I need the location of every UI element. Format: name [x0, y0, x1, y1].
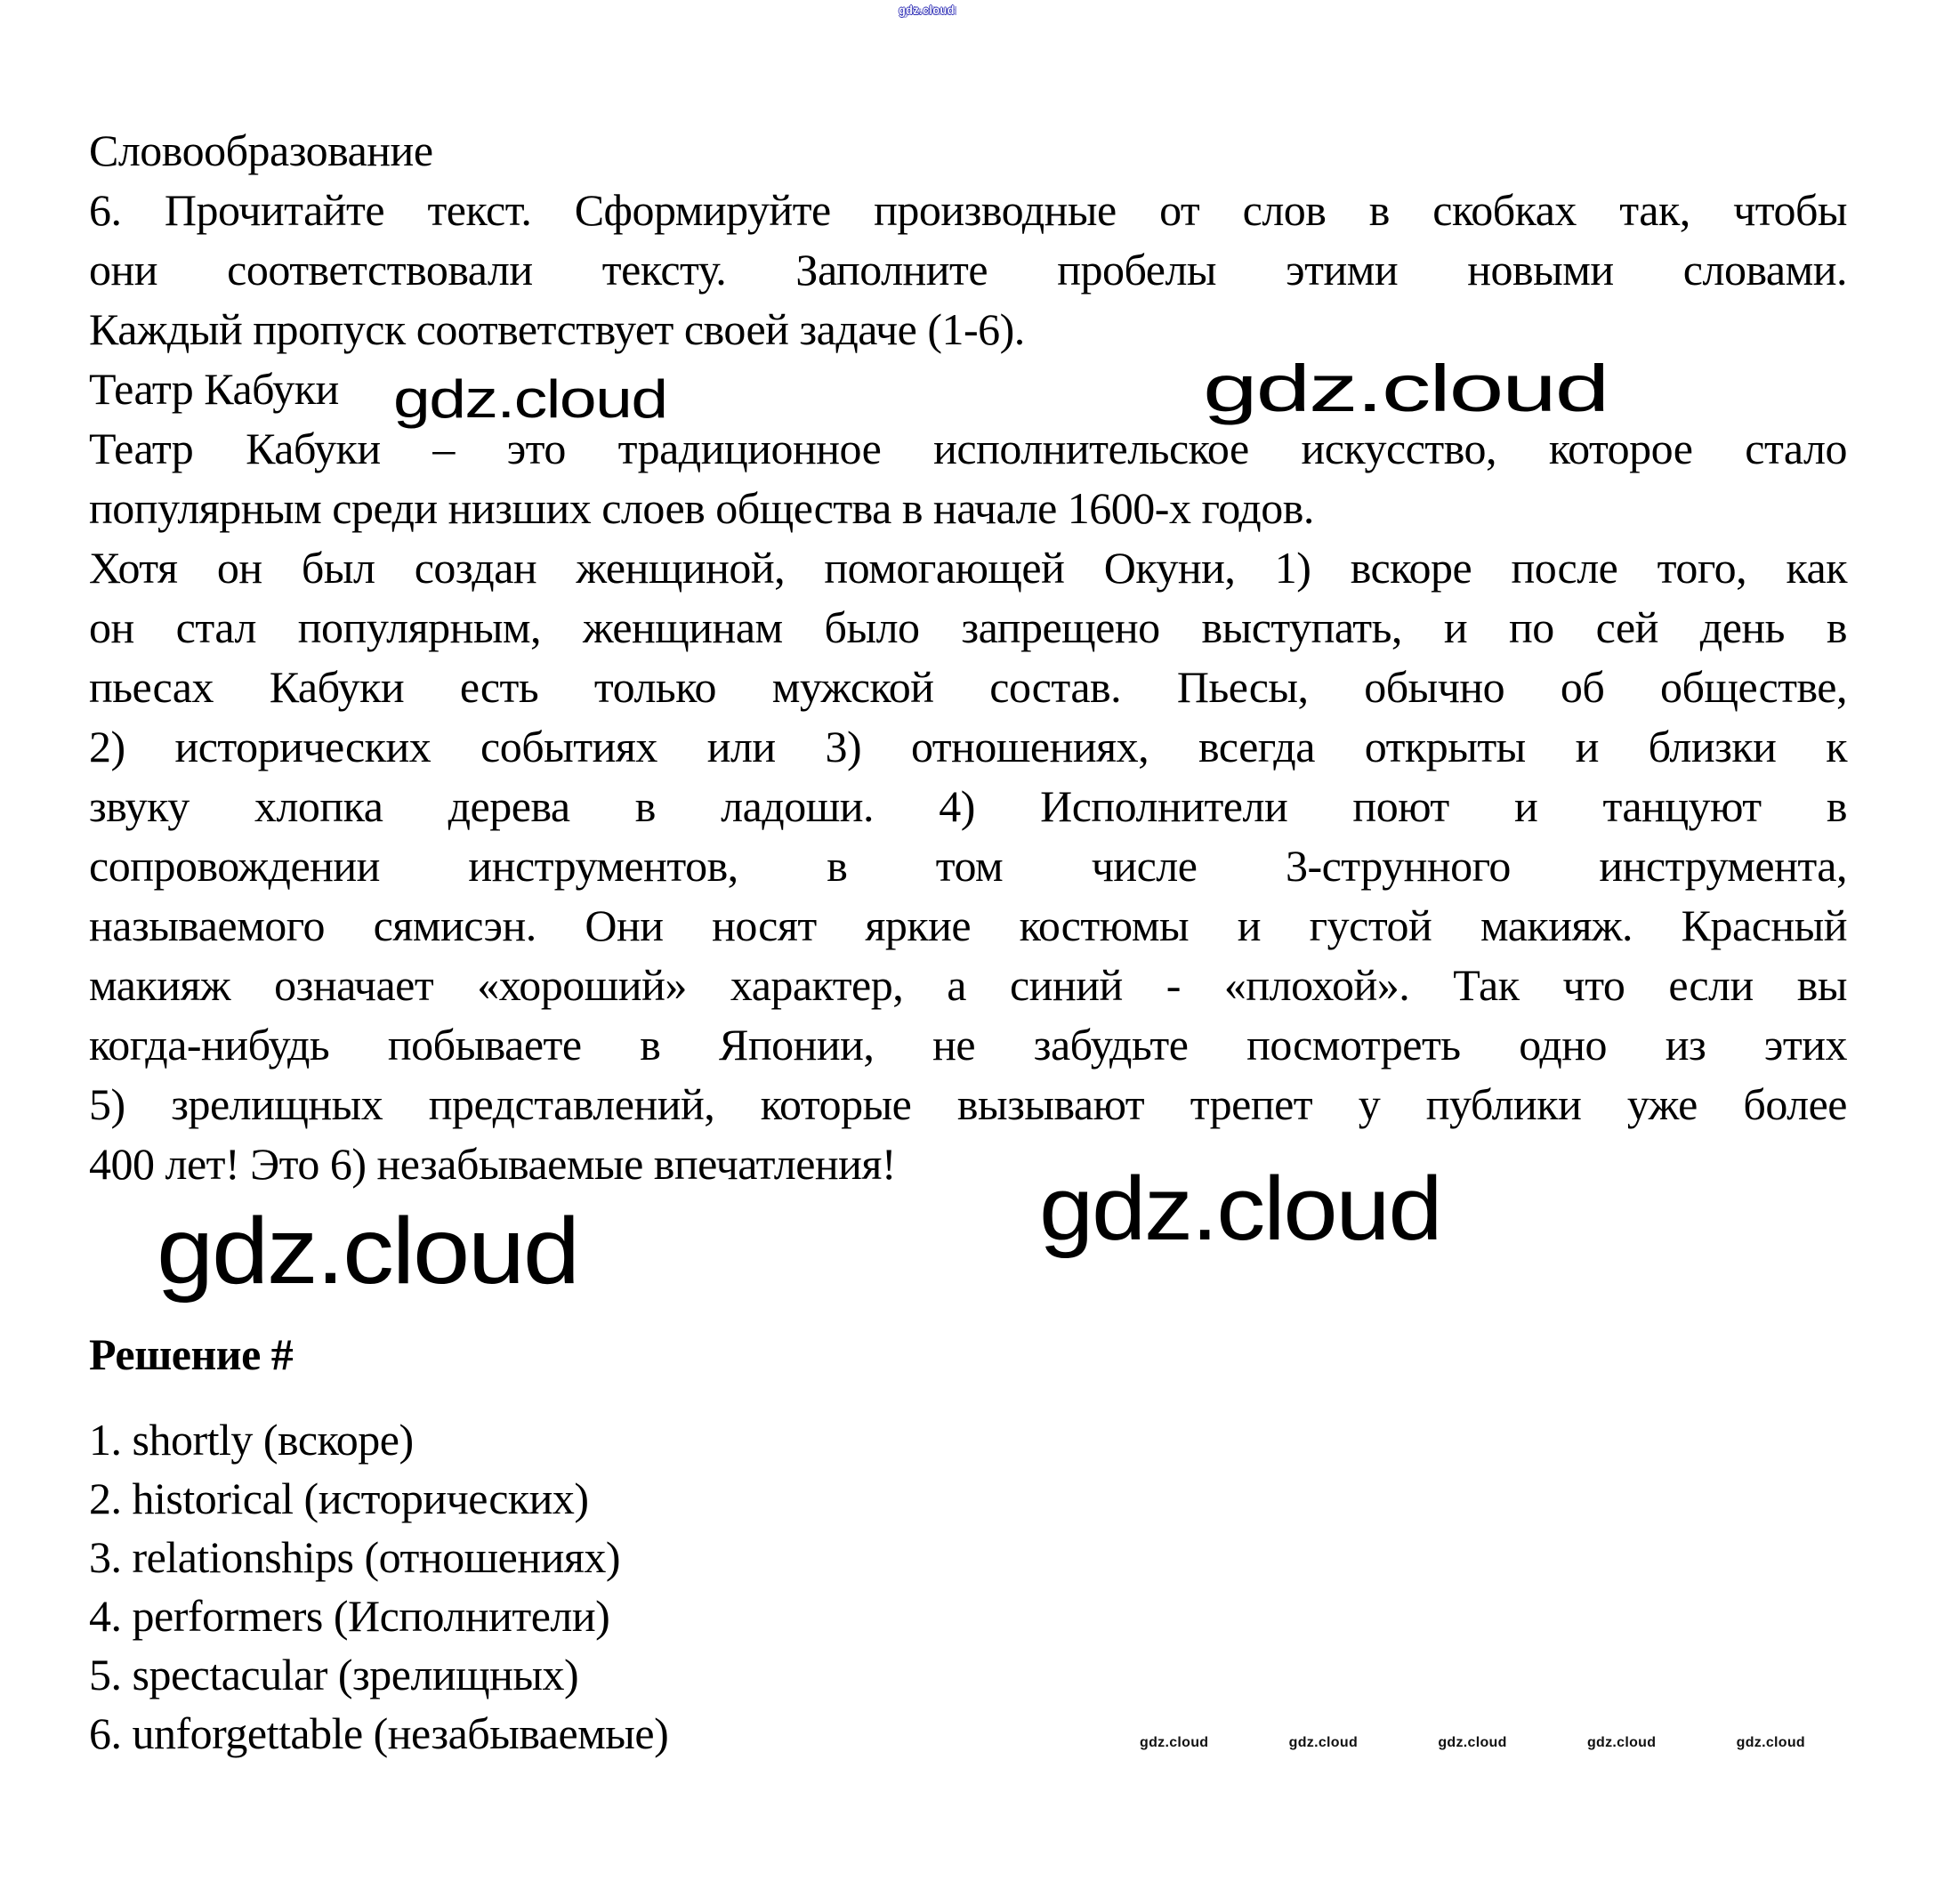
solution-heading: Решение #: [89, 1329, 294, 1379]
watermark-gdz-large-2: gdz.cloud: [1203, 351, 1609, 425]
solution-item: 3. relationships (отношениях): [89, 1532, 620, 1582]
exercise-text-line: Театр Кабуки: [89, 364, 339, 414]
solution-item: 5. spectacular (зрелищных): [89, 1650, 579, 1699]
exercise-text-line: макияж означает «хороший» характер, а синий - «плохой». Так что если вы: [89, 960, 1847, 1010]
exercise-text-line: 5) зрелищных представлений, которые вызывают трепет у публики уже более: [89, 1079, 1847, 1129]
exercise-text-line: они соответствовали тексту. Заполните пробелы этими новыми словами.: [89, 245, 1847, 295]
exercise-text-line: популярным среди низших слоев общества в начале 1600-х годов.: [89, 483, 1314, 533]
watermark-gdz-top: gdz.cloud: [899, 3, 955, 17]
exercise-text-line: Каждый пропуск соответствует своей задаче (1-6).: [89, 304, 1025, 354]
solution-list: [89, 1410, 1847, 1763]
exercise-text-line: Хотя он был создан женщиной, помогающей Окуни, 1) вскоре после того, как: [89, 543, 1847, 593]
exercise-text-line: сопровождении инструментов, в том числе 3-струнного инструмента,: [89, 841, 1847, 891]
exercise-text-line: звуку хлопка дерева в ладоши. 4) Исполнители поют и танцуют в: [89, 781, 1847, 831]
watermark-gdz-large-4: gdz.cloud: [1039, 1159, 1441, 1259]
exercise-text-block: [89, 121, 1847, 1194]
watermark-gdz-small: gdz.cloud: [1438, 1735, 1507, 1750]
exercise-text-line: называемого сямисэн. Они носят яркие костюмы и густой макияж. Красный: [89, 900, 1847, 950]
solution-item: 4. performers (Исполнители): [89, 1591, 610, 1641]
exercise-text-line: 400 лет! Это 6) незабываемые впечатления!: [89, 1139, 897, 1189]
footer-watermark-row: [1140, 1735, 1805, 1751]
exercise-text-line: Словообразование: [89, 125, 433, 175]
exercise-text-line: он стал популярным, женщинам было запрещено выступать, и по сей день в: [89, 602, 1847, 652]
exercise-text-line: пьесах Кабуки есть только мужской состав. Пьесы, обычно об обществе,: [89, 662, 1847, 712]
watermark-gdz-large-3: gdz.cloud: [157, 1199, 578, 1304]
solution-item: 2. historical (исторических): [89, 1473, 589, 1523]
watermark-gdz-small: gdz.cloud: [1586, 1735, 1657, 1750]
watermark-gdz-small: gdz.cloud: [1140, 1735, 1209, 1750]
exercise-text-line: когда-нибудь побываете в Японии, не забудьте посмотреть одно из этих: [89, 1020, 1847, 1070]
exercise-text-line: 6. Прочитайте текст. Сформируйте производные от слов в скобках так, чтобы: [89, 185, 1847, 235]
solution-item: 6. unforgettable (незабываемые): [89, 1708, 669, 1758]
exercise-text-line: Театр Кабуки – это традиционное исполнительское искусство, которое стало: [89, 424, 1847, 473]
watermark-gdz-small: gdz.cloud: [1288, 1735, 1359, 1750]
exercise-text-line: 2) исторических событиях или 3) отношениях, всегда открыты и близки к: [89, 722, 1847, 771]
watermark-gdz-small: gdz.cloud: [1736, 1735, 1805, 1750]
watermark-gdz-large-1: gdz.cloud: [393, 369, 667, 429]
solution-item: 1. shortly (вскоре): [89, 1415, 414, 1465]
